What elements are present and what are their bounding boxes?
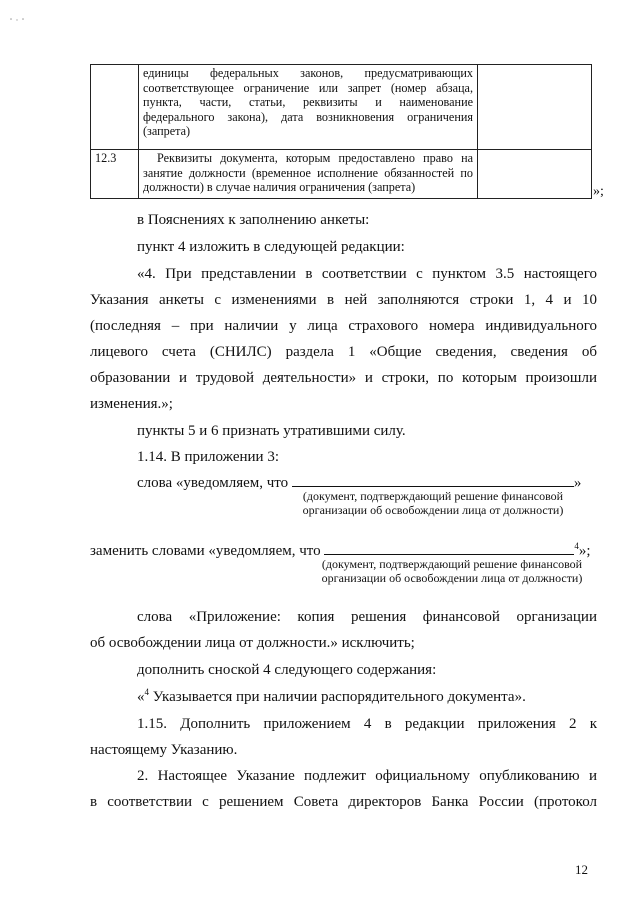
row-value (478, 150, 592, 199)
section-heading: 1.14. В приложении 3: (137, 449, 279, 465)
footnote-ref: 4 (574, 541, 579, 551)
open-quote: « (137, 689, 145, 705)
row-description (139, 150, 478, 199)
paragraph: пункт 4 изложить в следующей редакции: (137, 239, 405, 255)
paragraph-text: слова «уведомляем, что (137, 475, 289, 491)
footnote-mark: 4 (144, 687, 149, 697)
table-row (91, 150, 592, 199)
paragraph-item-4 (90, 261, 597, 417)
footnote-paragraph (137, 684, 526, 710)
paragraph-line: «4. При представлении в соответствии с пунктом 3.5 настоящего (137, 266, 597, 282)
table-closing-quote: »; (593, 184, 604, 199)
row-number (91, 65, 139, 150)
table-row (91, 65, 592, 150)
paragraph-2 (90, 763, 597, 815)
paragraph-line: в соответствии с решением Совета директоров Банка России (протокол (90, 794, 597, 810)
blank-line (324, 542, 574, 555)
paragraph: пункты 5 и 6 признать утратившими силу. (137, 423, 406, 439)
closing-quote: »; (578, 543, 591, 559)
blank-line (292, 474, 574, 487)
paragraph-text: заменить словами «уведомляем, что (90, 543, 321, 559)
scan-mark (8, 16, 26, 26)
paragraph-line: слова «Приложение: копия решения финансовой организации (137, 609, 597, 625)
row-number: 12.3 (91, 150, 139, 199)
paragraph-line: об освобождении лица от должности.» исключить; (90, 635, 415, 651)
paragraph-line: настоящему Указанию. (90, 742, 238, 758)
blank-note: (документ, подтверждающий решение финансовой организации об освобождении лица от должности) (321, 557, 583, 585)
paragraph: дополнить сноской 4 следующего содержания: (137, 662, 437, 678)
row-value (478, 65, 592, 150)
row-description-text: Реквизиты документа, которым предоставлено право на занятие должности (временное исполнение обязанностей по должности) в случае наличия ограничения (запрета) (143, 151, 473, 194)
questionnaire-table (90, 64, 592, 199)
paragraph-line: 2. Настоящее Указание подлежит официальному опубликованию и (137, 768, 597, 784)
paragraph-exclude (90, 604, 597, 656)
row-description (139, 65, 478, 150)
paragraph-text: Указывается при наличии распорядительного документа». (149, 689, 526, 705)
blank-note: (документ, подтверждающий решение финансовой организации об освобождении лица от должности) (302, 489, 564, 517)
paragraph: в Пояснениях к заполнению анкеты: (137, 212, 370, 228)
paragraph-1-15 (90, 711, 597, 763)
paragraph-text: Указания анкеты с изменениями в ней заполняются строки 1, 4 и 10 (последняя – при наличии у лица страхового номера индивидуального лицевого счета (СНИЛС) раздела 1 «Общие сведения, сведения об образовании и трудовой деятельности» и строки, по которым произошли изменения.»; (90, 292, 597, 412)
page-number: 12 (575, 862, 588, 877)
closing-quote: » (573, 475, 582, 491)
paragraph-line: 1.15. Дополнить приложением 4 в редакции приложения 2 к (137, 716, 597, 732)
row-description-text: единицы федеральных законов, предусматривающих соответствующее ограничение или запрет (номер абзаца, пункта, части, статьи, реквизиты и наименование федерального закона), дата возникновения ограничения (запрета) (143, 66, 473, 138)
